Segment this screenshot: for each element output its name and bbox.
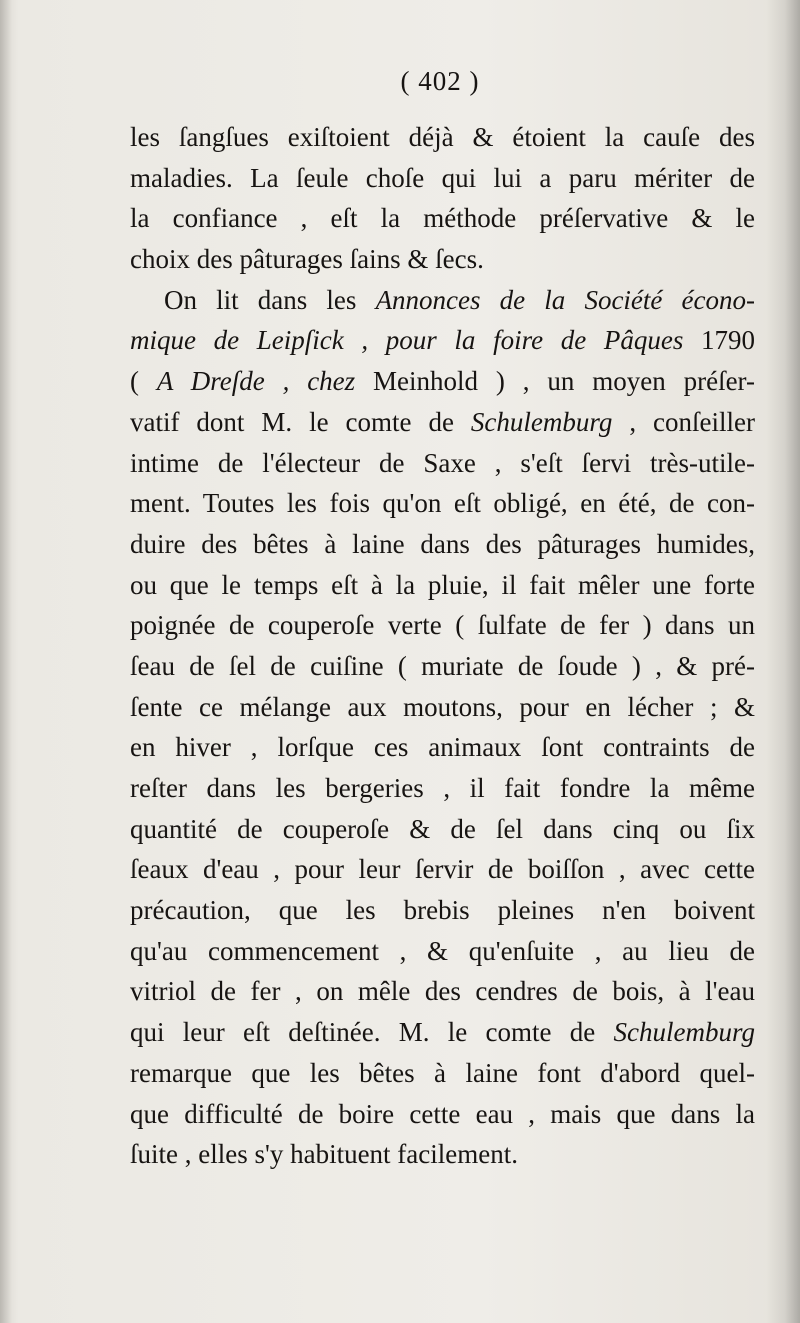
text-line: ſeau de ſel de cuiſine ( muriate de ſoude ) , & pré- (130, 650, 755, 681)
text-span: , conſeiller (612, 406, 755, 437)
text-span: ( (130, 366, 157, 397)
text-line: maladies. La ſeule choſe qui lui a paru mériter de (130, 162, 755, 193)
text-line (130, 361, 755, 402)
text-span: vatif dont M. le comte de (130, 406, 471, 437)
body-text (130, 117, 755, 1175)
name-italic: Schulemburg (470, 406, 613, 437)
text-line: précaution, que les brebis pleines n'en boivent (130, 895, 755, 926)
place-italic: A Dreſde , chez (156, 366, 356, 397)
name-italic: Schulemburg (613, 1017, 755, 1048)
text-line: vitriol de fer , on mêle des cendres de bois, à l'eau (130, 976, 755, 1007)
text-line: que difficulté de boire cette eau , mais que dans la (130, 1098, 755, 1129)
text-line (130, 402, 755, 443)
text-line (130, 320, 755, 361)
text-line: duire des bêtes à laine dans des pâturages humides, (130, 528, 755, 559)
text-line: ſente ce mélange aux moutons, pour en lécher ; & (130, 691, 755, 722)
text-line: poignée de couperoſe verte ( ſulfate de fer ) dans un (130, 610, 755, 641)
page-number: ( 402 ) (400, 66, 480, 96)
text-span: On lit dans les (164, 284, 376, 315)
text-line: la confiance , eſt la méthode préſervative & le (130, 203, 755, 234)
journal-title-italic: mique de Leipſick , pour la foire de Pâques (130, 325, 684, 356)
text-line: ſuite , elles s'y habituent facilement. (130, 1139, 518, 1170)
text-line: reſter dans les bergeries , il fait fondre la même (130, 773, 755, 803)
journal-title-italic: Annonces de la Société écono- (375, 284, 755, 315)
page-left-edge-shadow (0, 0, 12, 1323)
text-line: ou que le temps eſt à la pluie, il fait mêler une forte (130, 569, 755, 600)
text-span: qui leur eſt deſtinée. M. le comte de (130, 1017, 614, 1048)
text-span: 1790 (683, 325, 755, 356)
text-line: ſeaux d'eau , pour leur ſervir de boiſſon , avec cette (130, 854, 755, 885)
text-line (130, 280, 755, 321)
text-line: remarque que les bêtes à laine font d'abord quel- (130, 1057, 755, 1088)
text-line: les ſangſues exiſtoient déjà & étoient la cauſe des (130, 122, 755, 152)
text-line: intime de l'électeur de Saxe , s'eſt ſervi très-utile- (130, 447, 755, 478)
text-line: qu'au commencement , & qu'enſuite , au lieu de (130, 935, 755, 966)
text-span: Meinhold ) , un moyen préſer- (355, 366, 755, 397)
page-spine-shadow (766, 0, 800, 1323)
text-line (130, 1012, 755, 1053)
text-line: quantité de couperoſe & de ſel dans cinq ou ſix (130, 813, 755, 844)
text-line: en hiver , lorſque ces animaux ſont contraints de (130, 732, 755, 763)
text-line: choix des pâturages ſains & ſecs. (130, 244, 484, 275)
text-line: ment. Toutes les fois qu'on eſt obligé, en été, de con- (130, 488, 755, 519)
